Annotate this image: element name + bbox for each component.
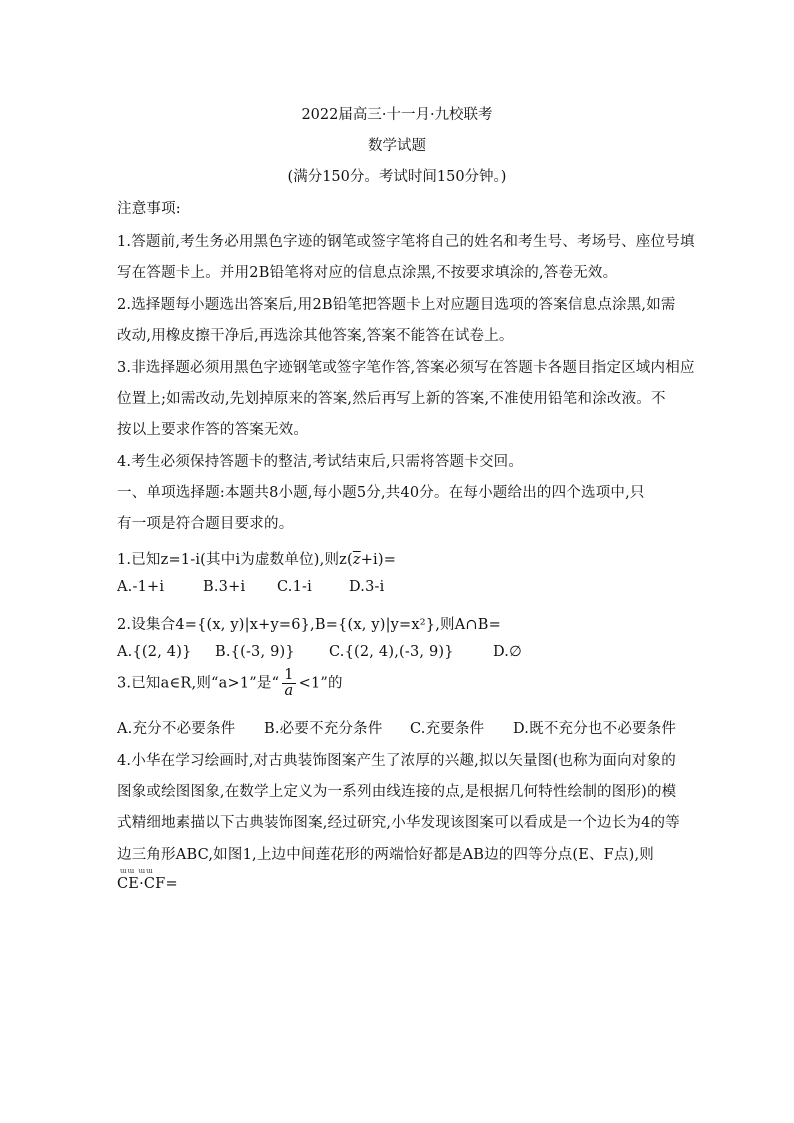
question-4-line-1: 4.小华在学习绘画时,对古典装饰图案产生了浓厚的兴趣,拟以矢量图(也称为面向对象的 [117, 753, 676, 769]
question-3-stem [117, 668, 343, 699]
notes-heading: 注意事项: [117, 201, 181, 217]
q1-option-b: B.3+i [203, 579, 246, 595]
fraction-one-over-a [282, 668, 295, 699]
question-3-options [117, 717, 676, 738]
vector-arrow-marks: ɯɯ ɯɯ [120, 867, 154, 875]
question-3-stem-b: <1”的 [298, 675, 343, 692]
q1-option-c: C.1-i [277, 579, 312, 595]
note-2-line-1: 2.选择题每小题选出答案后,用2B铅笔把答题卡上对应题目选项的答案信息点涂黑,如需 [117, 297, 676, 313]
q2-option-b: B.{(-3, 9)} [215, 644, 295, 660]
question-1-stem [117, 548, 396, 569]
question-2-options [117, 644, 522, 660]
exam-title: 2022届高三·十一月·九校联考 [301, 107, 493, 123]
question-3-stem-a: 3.已知a∈R,则“a>1”是“ [117, 675, 280, 692]
q2-option-a: A.{(2, 4)} [117, 644, 192, 660]
note-4: 4.考生必须保持答题卡的整洁,考试结束后,只需将答题卡交回。 [117, 454, 524, 470]
exam-subject: 数学试题 [368, 138, 426, 154]
q3-option-a: A.充分不必要条件 [117, 721, 236, 737]
q1-option-d: D.3-i [349, 579, 385, 595]
question-1-stem-a: 1.已知z=1-i(其中i为虚数单位),则z( [117, 552, 353, 568]
fraction-denominator: a [284, 683, 294, 699]
q1-option-a: A.-1+i [117, 579, 165, 595]
z-conjugate: $\overline{z}$ [352, 552, 361, 568]
q3-option-b: B.必要不充分条件 [264, 721, 383, 737]
question-1-stem-b: +i)= [360, 552, 397, 568]
question-4-line-4: 边三角形ABC,如图1,上边中间莲花形的两端恰好都是AB边的四等分点(E、F点),则 [117, 847, 655, 863]
note-1-line-2: 写在答题卡上。并用2B铅笔将对应的信息点涂黑,不按要求填涂的,答卷无效。 [117, 265, 618, 281]
q3-option-c: C.充要条件 [410, 721, 485, 737]
note-3-line-1: 3.非选择题必须用黑色字迹钢笔或签字笔作答,答案必须写在答题卡各题目指定区域内相应 [117, 360, 695, 376]
note-3-line-3: 按以上要求作答的答案无效。 [117, 422, 309, 438]
question-4-line-2: 图象或绘图图象,在数学上定义为一系列由线连接的点,是根据几何特性绘制的图形)的模 [117, 784, 677, 800]
section-1-line-1: 一、单项选择题:本题共8小题,每小题5分,共40分。在每小题给出的四个选项中,只 [117, 485, 645, 501]
question-4-line-3: 式精细地素描以下古典装饰图案,经过研究,小华发现该图案可以看成是一个边长为4的等 [117, 815, 680, 831]
note-1-line-1: 1.答题前,考生务必用黑色字迹的钢笔或签字笔将自己的姓名和考生号、考场号、座位号填 [117, 234, 695, 250]
fraction-numerator: 1 [284, 667, 294, 683]
q2-option-c: C.{(2, 4),(-3, 9)} [329, 644, 454, 660]
note-3-line-2: 位置上;如需改动,先划掉原来的答案,然后再写上新的答案,不准使用铅笔和涂改液。不 [117, 391, 666, 407]
question-1-options [117, 579, 384, 595]
q2-option-d: D.∅ [493, 644, 522, 660]
note-2-line-2: 改动,用橡皮擦干净后,再选涂其他答案,答案不能答在试卷上。 [117, 328, 514, 344]
question-2-stem: 2.设集合4={(x, y)|x+y=6},B={(x, y)|y=x²},则A∩B= [117, 617, 501, 633]
section-1-line-2: 有一项是符合题目要求的。 [117, 516, 294, 532]
q3-option-d: D.既不充分也不必要条件 [513, 721, 677, 737]
question-4-line-5: CE·CF= [117, 876, 178, 892]
exam-score-time: (满分150分。考试时间150分钟。) [287, 169, 507, 185]
